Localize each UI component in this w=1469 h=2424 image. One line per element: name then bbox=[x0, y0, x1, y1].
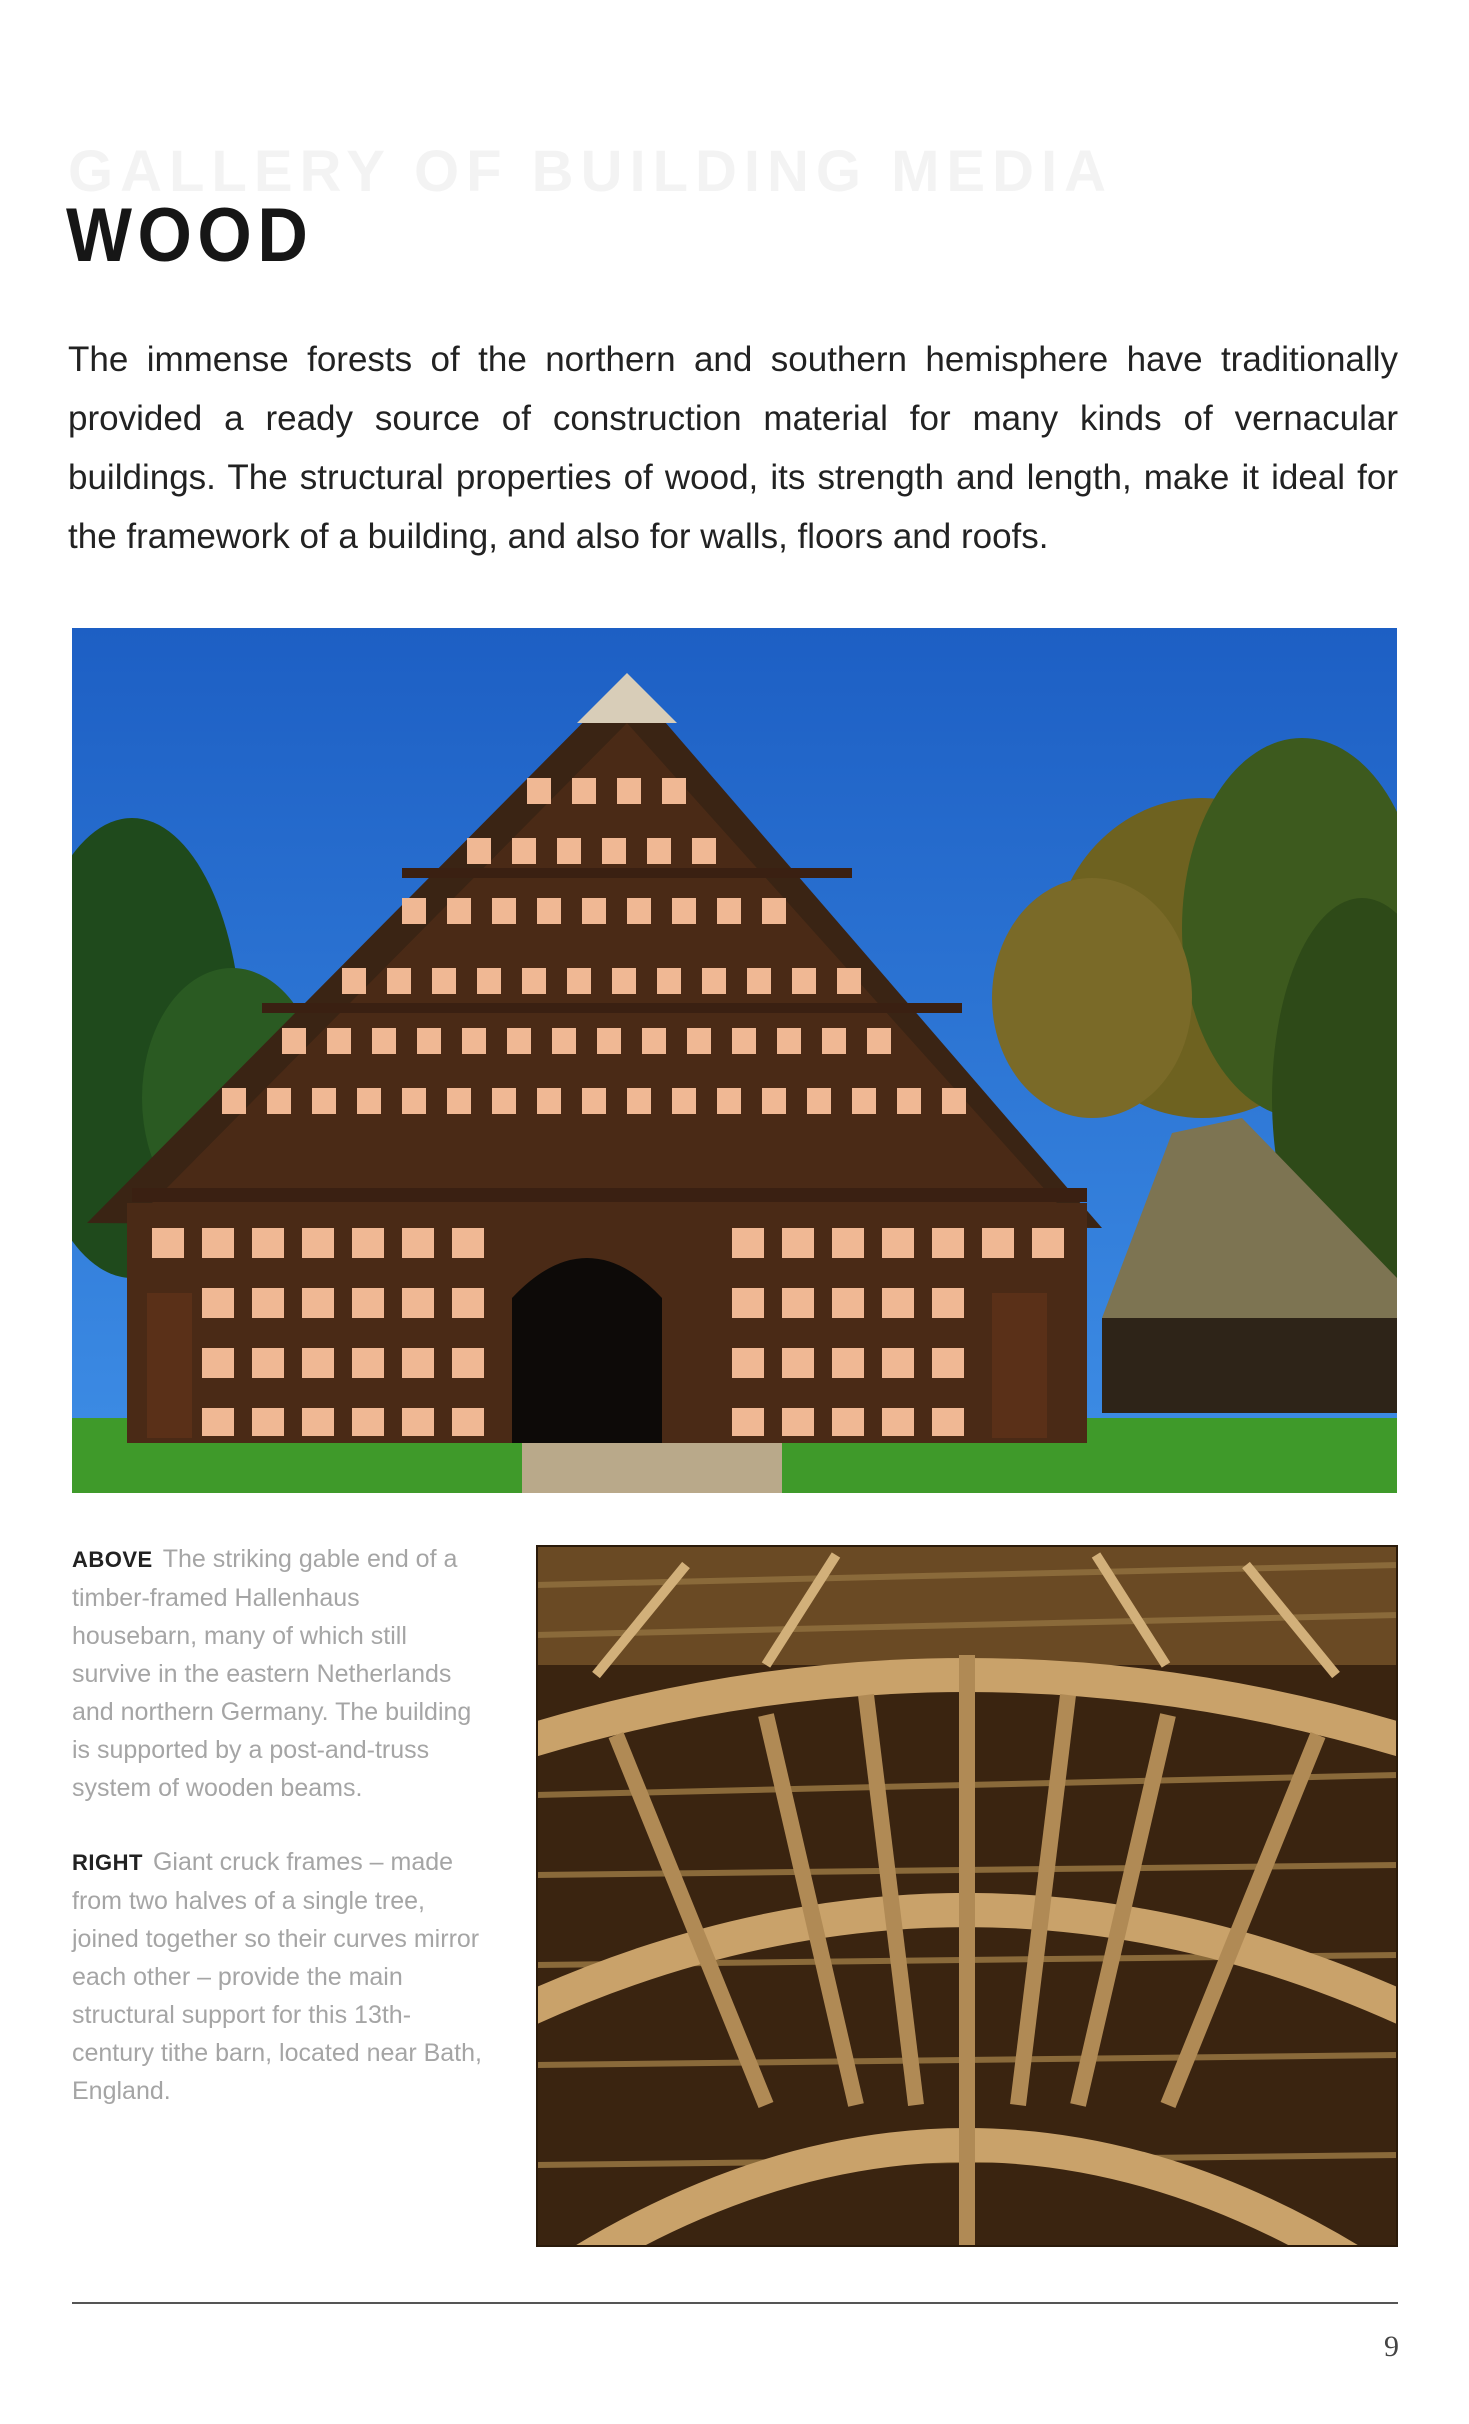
captions bbox=[72, 1540, 482, 2146]
page-number: 9 bbox=[1384, 2330, 1399, 2363]
intro-paragraph: The immense forests of the northern and southern hemisphere have traditionally provided a ready source of construction material for many kinds of vernacular buildings. The structural properties of wood, its strength and length, make it ideal for the framework of a building, and also for walls, floors and roofs. bbox=[68, 340, 1398, 556]
page-title: WOOD bbox=[66, 193, 314, 278]
caption-text: The striking gable end of a timber-framed Hallenhaus housebarn, many of which still survive in the eastern Netherlands and northern Germany. The building is supported by a post-and-truss system of wooden beams. bbox=[72, 1545, 472, 1802]
caption-label: RIGHT bbox=[72, 1850, 143, 1875]
tithe-barn-roof-photo bbox=[536, 1545, 1398, 2247]
section-kicker: GALLERY OF BUILDING MEDIA bbox=[68, 139, 1113, 204]
hallenhaus-photo bbox=[72, 628, 1397, 1493]
caption-right bbox=[72, 1843, 482, 2110]
footer-divider bbox=[72, 2302, 1398, 2304]
caption-text: Giant cruck frames – made from two halves of a single tree, joined together so their curves mirror each other – provide the main structural support for this 13th-century tithe barn, located near Bath, England. bbox=[72, 1848, 482, 2105]
caption-label: ABOVE bbox=[72, 1547, 153, 1572]
caption-above bbox=[72, 1540, 482, 1807]
